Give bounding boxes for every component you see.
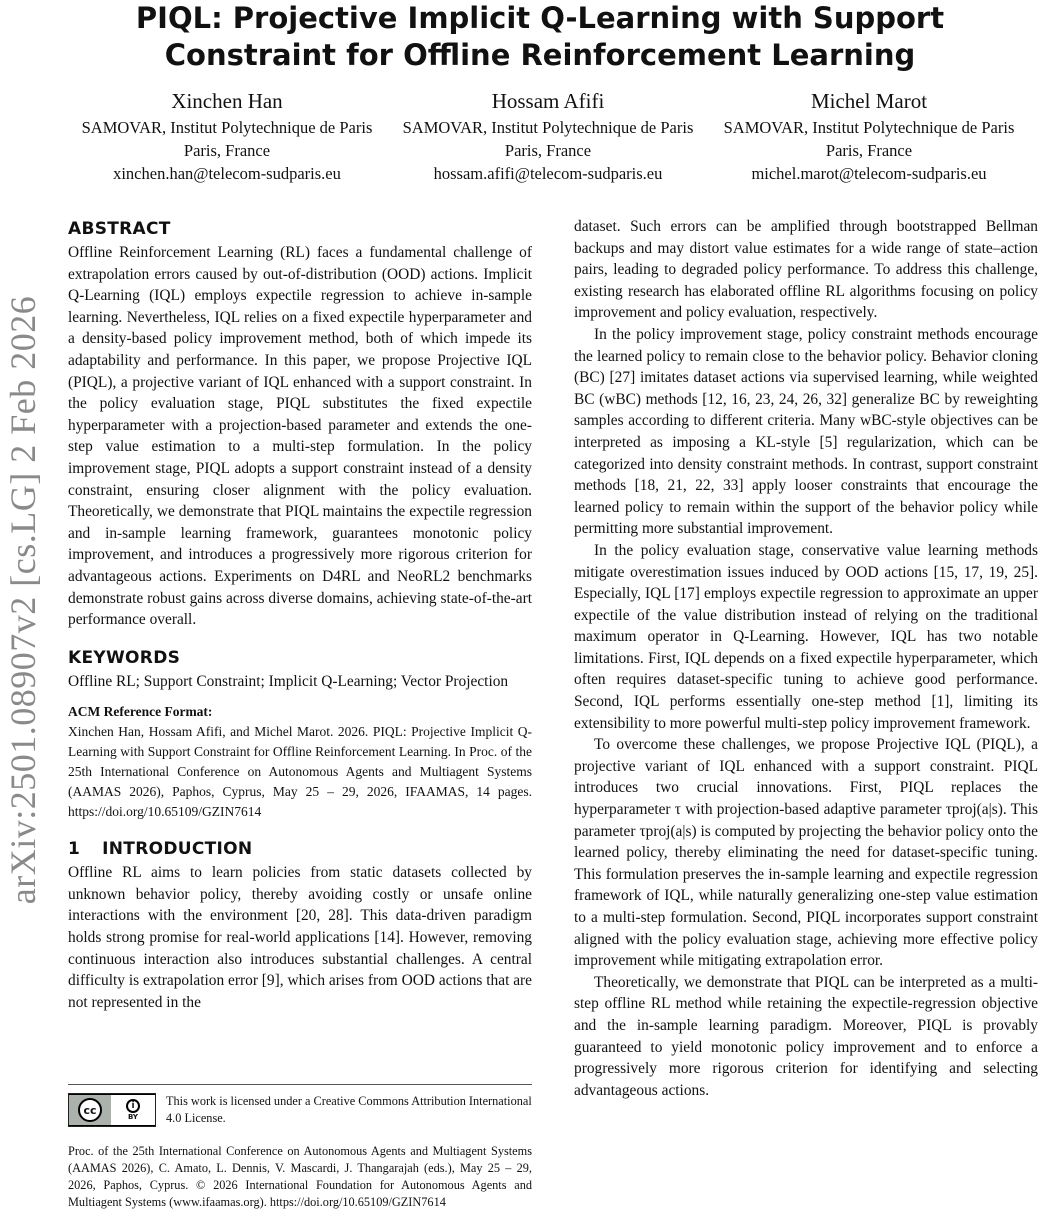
introduction-paragraph: To overcome these challenges, we propose Projective IQL (PIQL), a projective variant of IQL enhanced with a support constraint. PIQL introduces two crucial innovations. First, PIQL replaces the hyperparameter τ with projection-based adaptive parameter τproj(a|s). This parameter τproj(a|s) is computed by projecting the behavior policy onto the learned policy, thereby eliminating the need for dataset-specific tuning. This formulation preserves the in-sample learning and expectile regression framework of IQL, while naturally generalizing one-step value estimation to a multi-step formulation. Second, PIQL incorporates support constraint aligned with the policy evaluation stage, achieving more effective policy improvement while mitigating extrapolation error. bbox=[574, 736, 1038, 970]
author-affiliation: SAMOVAR, Institut Polytechnique de Paris bbox=[81, 118, 373, 137]
acm-reference-heading: ACM Reference Format: bbox=[68, 704, 213, 720]
footnote bbox=[68, 1084, 532, 1211]
section-number: 1 bbox=[68, 839, 81, 860]
author-location: Paris, France bbox=[504, 141, 592, 160]
person-icon: i bbox=[126, 1099, 140, 1113]
right-column bbox=[574, 216, 1038, 1101]
author-list bbox=[68, 88, 1028, 185]
author-block bbox=[710, 88, 1028, 185]
introduction-paragraph: dataset. Such errors can be amplified through bootstrapped Bellman backups and may distort value estimates for a wide range of state–action pairs, leading to degraded policy performance. To address this challenge, existing research has elaborated offline RL algorithms focusing on policy improvement and policy evaluation, respectively. bbox=[574, 218, 1038, 322]
author-name: Hossam Afifi bbox=[491, 89, 605, 113]
abstract-heading: ABSTRACT bbox=[68, 219, 171, 239]
proceedings-note: Proc. of the 25th International Conference on Autonomous Agents and Multiagent Systems (AAMAS 2026), C. Amato, L. Dennis, V. Mascardi, J. Thangarajah (eds.), May 25 – 29, 2026, Paphos, Cyprus. © 2026 International Foundation for Autonomous Agents and Multiagent Systems (www.ifaamas.org). https://doi.org/10.65109/GZIN7614 bbox=[68, 1144, 532, 1209]
arxiv-sidebar-stamp bbox=[0, 0, 54, 1200]
author-email[interactable]: hossam.afifi@telecom-sudparis.eu bbox=[433, 164, 663, 183]
author-affiliation: SAMOVAR, Institut Polytechnique de Paris bbox=[402, 118, 694, 137]
cc-by-license-badge[interactable] bbox=[68, 1093, 156, 1127]
section-title: INTRODUCTION bbox=[102, 839, 253, 860]
introduction-paragraph: Theoretically, we demonstrate that PIQL can be interpreted as a multi-step offline RL method while retaining the expectile-regression objective and the in-sample learning paradigm. Moreover, PIQL is provably guaranteed to yield monotonic policy improvement and to enforce a progressively more rigorous criterion for identifying and selecting advantageous actions. bbox=[574, 973, 1038, 1099]
abstract-text: Offline Reinforcement Learning (RL) faces a fundamental challenge of extrapolation errors caused by out-of-distribution (OOD) actions. Implicit Q-Learning (IQL) employs expectile regression to achieve in-sample learning. Nevertheless, IQL relies on a fixed expectile hyperparameter and a density-based policy improvement method, both of which impede its adaptability and performance. In this paper, we propose Projective IQL (PIQL), a projective variant of IQL enhanced with a support constraint. In the policy evaluation stage, PIQL substitutes the fixed expectile hyperparameter with a projection-based parameter and extends the one-step value estimation to a multi-step formulation. In the policy improvement stage, PIQL adopts a support constraint instead of a density constraint, ensuring closer alignment with the policy evaluation. Theoretically, we demonstrate that PIQL maintains the expectile regression and in-sample learning framework, guarantees monotonic policy improvement, and introduces a progressively more rigorous criterion for advantageous actions. Experiments on D4RL and NeoRL2 benchmarks demonstrate robust gains across diverse domains, achieving state-of-the-art performance overall. bbox=[68, 244, 532, 629]
keywords-heading: KEYWORDS bbox=[68, 647, 181, 668]
cc-icon bbox=[69, 1095, 111, 1125]
introduction-paragraph: In the policy improvement stage, policy constraint methods encourage the learned policy to remain close to the behavior policy. Behavior cloning (BC) [27] imitates dataset actions via supervised learning, while weighted BC (wBC) methods [12, 16, 23, 24, 26, 32] generalize BC by reweighting samples according to different criteria. Many wBC-style objectives can be interpreted as imposing a KL-style [5] regularization, which can be categorized into density constraint methods. In contrast, support constraint methods [18, 21, 22, 33] apply looser constraints that encourage the learned policy to remain within the support of the behavior policy while permitting more substantial improvement. bbox=[574, 325, 1038, 538]
author-location: Paris, France bbox=[183, 141, 271, 160]
introduction-paragraph: In the policy evaluation stage, conservative value learning methods mitigate overestimation issues induced by OOD actions [15, 17, 19, 25]. Especially, IQL [17] employs expectile regression to approximate an upper expectile of the value distribution instead of relying on the traditional maximum operator in Q-Learning. However, IQL has two notable limitations. First, IQL depends on a fixed expectile hyperparameter, which often requires dataset-specific tuning to achieve good performance. Second, IQL performs essentially one-step method [1], limiting its extensibility to more powerful multi-step policy improvement framework. bbox=[574, 541, 1038, 732]
by-label: BY bbox=[127, 1112, 139, 1121]
author-block bbox=[68, 88, 386, 185]
acm-reference-text: Xinchen Han, Hossam Afifi, and Michel Marot. 2026. PIQL: Projective Implicit Q-Learning with Support Constraint for Offline Reinforcement Learning. In Proc. of the 25th International Conference on Autonomous Agents and Multiagent Systems (AAMAS 2026), Paphos, Cyprus, May 25 – 29, 2026, IFAAMAS, 14 pages. https://doi.org/10.65109/GZIN7614 bbox=[68, 724, 532, 820]
introduction-paragraph: Offline RL aims to learn policies from static datasets collected by unknown behavior policy, thereby avoiding costly or unsafe online interactions with the environment [20, 28]. This data-driven paradigm holds strong promise for real-world applications [14]. However, removing continuous interaction also introduces substantial challenges. A central difficulty is extrapolation error [9], which arises from OOD actions that are not represented in the bbox=[68, 864, 532, 1011]
author-affiliation: SAMOVAR, Institut Polytechnique de Paris bbox=[723, 118, 1015, 137]
introduction-heading bbox=[68, 836, 532, 862]
arxiv-id-label: arXiv:2501.08907v2 [cs.LG] 2 Feb 2026 bbox=[3, 295, 44, 905]
cc-logo-text: cc bbox=[78, 1098, 102, 1122]
author-name: Michel Marot bbox=[810, 89, 928, 113]
left-column bbox=[68, 216, 532, 1013]
license-block bbox=[68, 1093, 532, 1127]
author-block bbox=[389, 88, 707, 185]
keywords-text: Offline RL; Support Constraint; Implicit Q-Learning; Vector Projection bbox=[68, 672, 509, 690]
by-icon bbox=[111, 1095, 155, 1125]
author-email[interactable]: xinchen.han@telecom-sudparis.eu bbox=[113, 164, 341, 183]
author-email[interactable]: michel.marot@telecom-sudparis.eu bbox=[751, 164, 987, 183]
author-location: Paris, France bbox=[825, 141, 913, 160]
author-name: Xinchen Han bbox=[171, 89, 283, 113]
paper-title: PIQL: Projective Implicit Q-Learning with Support Constraint for Offline Reinforcement Learning bbox=[135, 1, 945, 72]
license-text: This work is licensed under a Creative Commons Attribution International 4.0 License. bbox=[166, 1094, 532, 1125]
